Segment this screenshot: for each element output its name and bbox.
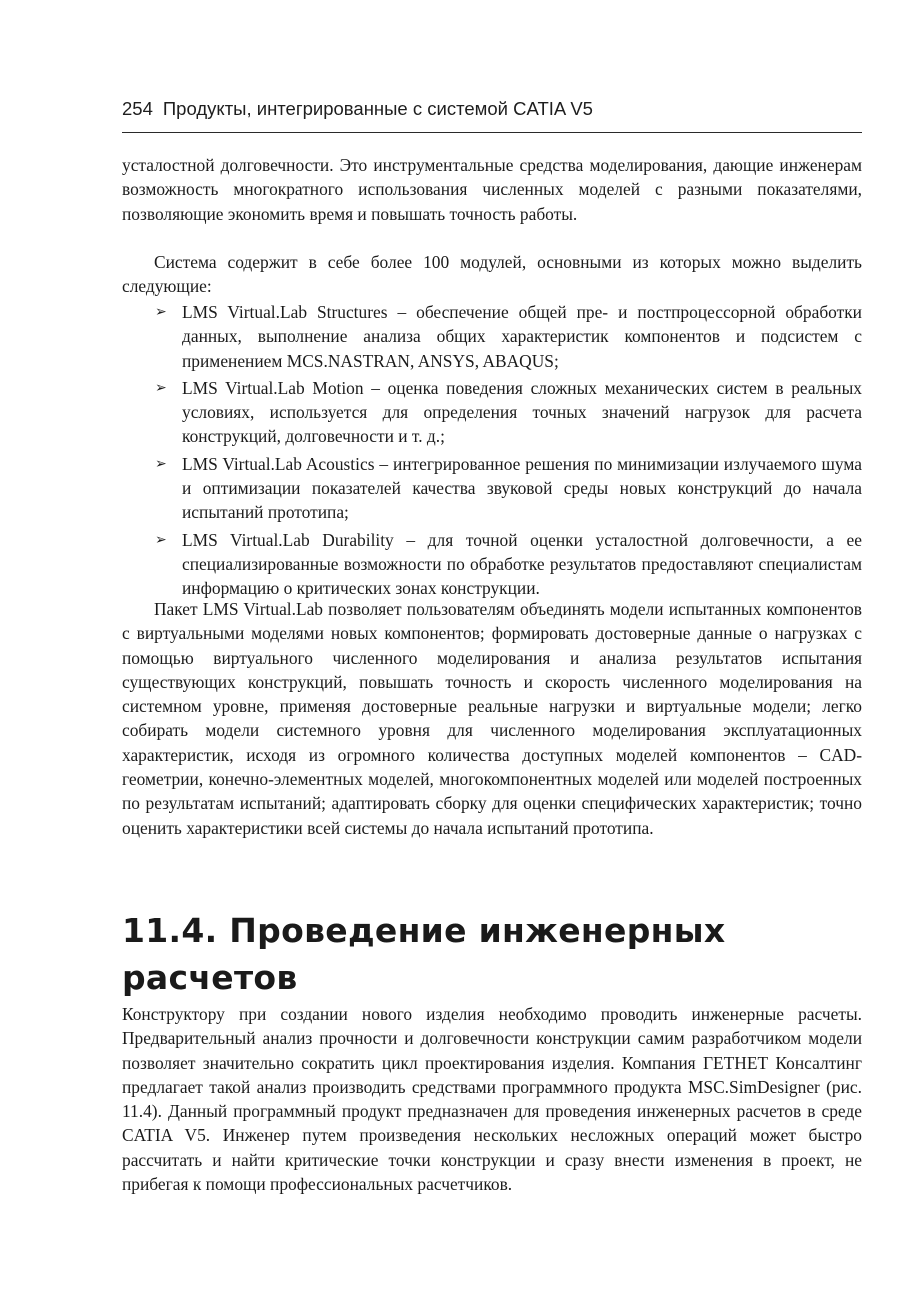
paragraph-text: Конструктору при создании нового изделия необходимо проводить инженерные расчеты. Предварительный анализ прочности и долговечности конструкции самим разработчиком модели позволяет значительно сократить цикл проектирования изделия. Компания ГЕТНЕТ Консалтинг предлагает такой анализ производить средствами программного продукта MSC.SimDesigner (рис. 11.4). Данный программный продукт предназначен для проведения инженерных расчетов в среде CATIA V5. Инженер путем произведения нескольких несложных операций может быстро рассчитать и найти критические точки конструкции и сразу внести изменения в проект, не прибегая к помощи профессиональных расчетчиков. xyxy=(122,1004,862,1195)
page-number: 254 xyxy=(122,98,153,119)
paragraph-modules-intro xyxy=(122,250,862,299)
paragraph-virtual-lab xyxy=(122,597,862,840)
list-item-acoustics xyxy=(122,452,862,525)
section-heading xyxy=(122,907,862,1001)
list-item-durability xyxy=(122,528,862,601)
paragraph-engineering-calc xyxy=(122,1002,862,1196)
list-item-text: LMS Virtual.Lab Structures – обеспечение общей пре- и постпроцессорной обработки данных, выполнение анализа общих характеристик компонентов и подсистем с применением MCS.NASTRAN, ANSYS, ABAQUS; xyxy=(182,302,862,371)
list-item-motion xyxy=(122,376,862,449)
arrow-bullet-icon: ➢ xyxy=(155,379,167,396)
list-item-text: LMS Virtual.Lab Acoustics – интегрированное решения по минимизации излучаемого шума и оптимизации показателей качества звуковой среды новых конструкций до начала испытаний прототипа; xyxy=(182,453,862,523)
list-item-text: LMS Virtual.Lab Durability – для точной оценки усталостной долговечности, а ее специализированные возможности по обработке результатов предоставляют специалистам информацию о критических зонах конструкции. xyxy=(182,529,862,599)
arrow-bullet-icon: ➢ xyxy=(155,455,167,472)
running-header xyxy=(122,98,862,133)
section-number: 11.4. xyxy=(122,911,218,950)
arrow-bullet-icon: ➢ xyxy=(155,304,167,320)
paragraph-text: усталостной долговечности. Это инструментальные средства моделирования, дающие инженерам возможность многократного использования численных моделей с разными показателями, позволяющие экономить время и повышать точность работы. xyxy=(122,155,862,224)
paragraph-text: Система содержит в себе более 100 модулей, основными из которых можно выделить следующие: xyxy=(122,252,862,297)
modules-list xyxy=(122,300,862,604)
paragraph-continuation xyxy=(122,153,862,226)
running-title: Продукты, интегрированные с системой CATIA V5 xyxy=(162,98,593,119)
list-item-structures xyxy=(122,300,862,373)
paragraph-text: Пакет LMS Virtual.Lab позволяет пользователям объединять модели испытанных компонентов с виртуальными моделями новых компонентов; формировать достоверные данные о нагрузках с помощью виртуального численного моделирования и анализа результатов испытания существующих конструкций, повышать точность и скорость численного моделирования на системном уровне, применяя достоверные реальные нагрузки и виртуальные модели; легко собирать модели системного уровня для численного моделирования эксплуатационных характеристик, исходя из огромного количества доступных моделей компонентов – CAD-геометрии, конечно-элементных моделей, многокомпонентных моделей или моделей построенных по результатам испытаний; адаптировать сборку для оценки специфических характеристик; точно оценить характеристики всей системы до начала испытаний прототипа. xyxy=(122,599,862,838)
section-title-text: Проведение инженерных расчетов xyxy=(122,911,726,997)
arrow-bullet-icon: ➢ xyxy=(155,531,167,548)
list-item-text: LMS Virtual.Lab Motion – оценка поведения сложных механических систем в реальных условиях, используется для определения точных значений нагрузок для расчета конструкций, долговечности и т. д.; xyxy=(182,377,862,447)
